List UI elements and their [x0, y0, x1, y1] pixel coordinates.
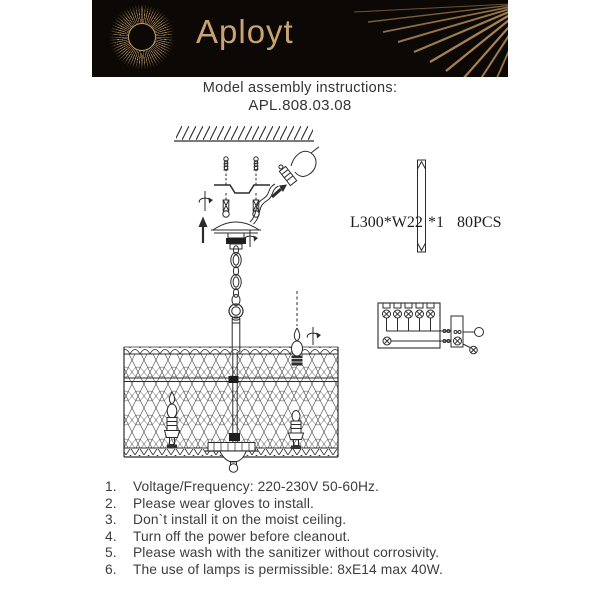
- page-title: Model assembly instructions:: [202, 80, 398, 96]
- crystal-strip: [418, 160, 426, 252]
- item-number: 3.: [105, 512, 117, 528]
- hanging-ring: [229, 304, 243, 318]
- instruction-item: [105, 512, 505, 529]
- crystal-strip-size-label: L300*W22: [350, 214, 423, 231]
- model-number: APL.808.03.08: [248, 97, 352, 114]
- terminal-screws: [383, 303, 435, 318]
- bulb-insert-callout: [292, 291, 303, 366]
- instruction-item: [105, 545, 505, 562]
- item-text: Please wear gloves to install.: [133, 495, 314, 511]
- instruction-item: [105, 496, 505, 513]
- wall-anchor-icon: [223, 193, 229, 217]
- item-number: 6.: [105, 561, 117, 577]
- rotate-arrow-icon: [307, 327, 321, 345]
- crystal-strip-count: 80PCS: [457, 214, 502, 231]
- screw-bolt-icon: [254, 157, 259, 185]
- direction-arrow-icon: [272, 185, 287, 198]
- wiring-diagram: [378, 303, 484, 354]
- chain: [231, 246, 241, 306]
- item-text: Voltage/Frequency: 220-230V 50-60Hz.: [133, 479, 379, 494]
- item-number: 5.: [105, 545, 117, 561]
- bottom-plate: [205, 443, 258, 452]
- item-number: 4.: [105, 528, 117, 544]
- screw-bolt-icon: [224, 157, 229, 185]
- item-number: 2.: [105, 495, 117, 511]
- up-arrow-icon: [199, 217, 208, 244]
- item-text: Don`t install it on the moist ceiling.: [133, 512, 347, 528]
- instruction-item: [105, 479, 505, 496]
- drum-shade: [124, 347, 338, 472]
- ceiling-hatch: [174, 126, 314, 141]
- item-number: 1.: [105, 479, 117, 494]
- instruction-item: [105, 562, 505, 579]
- item-text: The use of lamps is permissible: 8xE14 max 40W.: [133, 561, 443, 577]
- crystal-strip-qty-label: [428, 214, 501, 232]
- instructions-list: [105, 479, 505, 579]
- item-text: Turn off the power before cleanout.: [133, 528, 351, 544]
- item-text: Please wash with the sanitizer without corrosivity.: [133, 545, 440, 561]
- mounting-bracket: [214, 157, 270, 217]
- finial: [220, 452, 246, 473]
- brand-name: Aployt: [196, 13, 294, 50]
- instruction-item: [105, 529, 505, 546]
- crystal-strip-quantity: *1: [428, 214, 444, 231]
- rotate-arrow-icon: [199, 191, 213, 211]
- wire-connector: [277, 163, 297, 186]
- wall-anchor-icon: [253, 193, 259, 217]
